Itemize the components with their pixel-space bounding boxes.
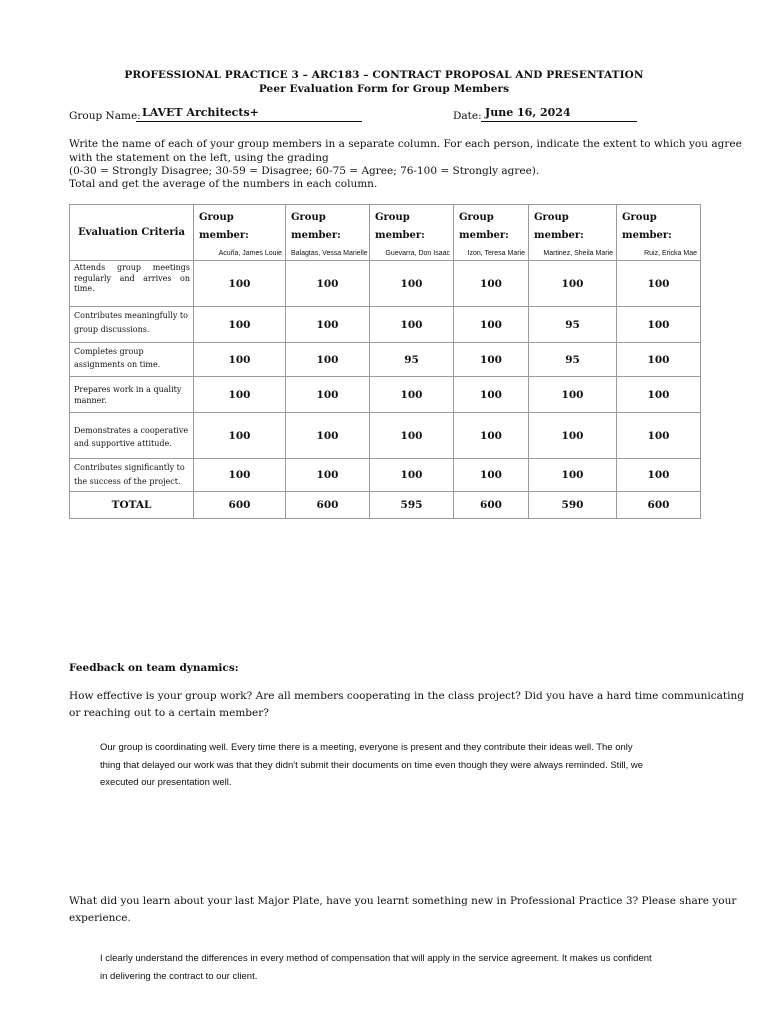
criterion-cell: Contributes meaningfully to group discussions.: [70, 307, 194, 343]
feedback-heading: Feedback on team dynamics:: [69, 662, 239, 674]
member-name[interactable]: Izon, Teresa Marie: [467, 250, 525, 257]
question-2: [69, 893, 737, 927]
score-cell[interactable]: 95: [370, 343, 454, 377]
score-cell[interactable]: 100: [194, 307, 286, 343]
table-row: [70, 459, 701, 492]
score-cell[interactable]: 100: [454, 377, 529, 413]
table-row: [70, 377, 701, 413]
member-column-header: [454, 205, 529, 261]
member-label: member:: [622, 230, 672, 241]
score-cell[interactable]: 100: [286, 459, 370, 492]
score-cell[interactable]: 100: [617, 413, 701, 459]
total-cell[interactable]: 600: [286, 492, 370, 519]
score-cell[interactable]: 100: [370, 261, 454, 307]
table-header-row: [70, 205, 701, 261]
score-cell[interactable]: 100: [454, 413, 529, 459]
member-column-header: [529, 205, 617, 261]
member-label: member:: [291, 230, 341, 241]
score-cell[interactable]: 100: [454, 261, 529, 307]
question-line: What did you learn about your last Major Plate, have you learnt something new in Professional Practice 3? Please share your: [69, 895, 737, 907]
instruction-line: Write the name of each of your group members in a separate column. For each person, indicate the extent to which you agree: [69, 138, 742, 150]
total-row: [70, 492, 701, 519]
member-label: member:: [459, 230, 509, 241]
criterion-cell: Completes group assignments on time.: [70, 343, 194, 377]
member-column-header: [194, 205, 286, 261]
instruction-line: with the statement on the left, using the grading: [69, 152, 329, 164]
answer-line: executed our presentation well.: [100, 777, 232, 788]
score-cell[interactable]: 100: [529, 413, 617, 459]
question-1: [69, 688, 744, 722]
score-cell[interactable]: 100: [194, 261, 286, 307]
score-cell[interactable]: 100: [617, 307, 701, 343]
member-label: member:: [199, 230, 249, 241]
score-cell[interactable]: 100: [194, 413, 286, 459]
member-label: Group: [622, 212, 657, 223]
table-row: [70, 261, 701, 307]
answer-line: Our group is coordinating well. Every time there is a meeting, everyone is present and they contribute their ideas well. The only: [100, 742, 633, 753]
date-label: Date:: [453, 110, 482, 122]
member-name[interactable]: Martinez, Sheila Marie: [543, 250, 613, 257]
score-cell[interactable]: 100: [370, 459, 454, 492]
total-cell[interactable]: 595: [370, 492, 454, 519]
score-cell[interactable]: 100: [454, 343, 529, 377]
instruction-line: Total and get the average of the numbers in each column.: [69, 178, 378, 190]
score-cell[interactable]: 95: [529, 343, 617, 377]
total-label: TOTAL: [70, 492, 194, 519]
form-subtitle: Peer Evaluation Form for Group Members: [258, 83, 510, 95]
member-label: member:: [375, 230, 425, 241]
table-row: [70, 307, 701, 343]
score-cell[interactable]: 100: [617, 459, 701, 492]
member-label: member:: [534, 230, 584, 241]
criterion-cell: Prepares work in a quality manner.: [70, 377, 194, 413]
answer-line: in delivering the contract to our client.: [100, 970, 258, 982]
instructions: [69, 136, 742, 193]
member-label: Group: [534, 212, 569, 223]
table-row: [70, 413, 701, 459]
score-cell[interactable]: 100: [617, 343, 701, 377]
member-name[interactable]: Acuña, James Louie: [218, 250, 282, 257]
total-cell[interactable]: 600: [617, 492, 701, 519]
answer-line: thing that delayed our work was that they didn't submit their documents on time even though they were always reminded. Still, we: [100, 759, 644, 771]
score-cell[interactable]: 100: [286, 413, 370, 459]
evaluation-table: [69, 204, 701, 519]
member-label: Group: [459, 212, 494, 223]
total-cell[interactable]: 600: [194, 492, 286, 519]
answer-1[interactable]: [100, 739, 700, 792]
total-cell[interactable]: 590: [529, 492, 617, 519]
score-cell[interactable]: 100: [529, 261, 617, 307]
score-cell[interactable]: 100: [529, 459, 617, 492]
member-column-header: [617, 205, 701, 261]
score-cell[interactable]: 100: [370, 377, 454, 413]
member-label: Group: [291, 212, 326, 223]
score-cell[interactable]: 100: [194, 459, 286, 492]
answer-line: I clearly understand the differences in every method of compensation that will apply in the service agreement. It makes us confident: [100, 953, 652, 964]
group-name-field[interactable]: LAVET Architects+: [142, 106, 259, 119]
member-column-header: [370, 205, 454, 261]
score-cell[interactable]: 100: [286, 377, 370, 413]
score-cell[interactable]: 100: [617, 261, 701, 307]
score-cell[interactable]: 100: [194, 377, 286, 413]
date-field[interactable]: June 16, 2024: [485, 106, 571, 119]
score-cell[interactable]: 100: [454, 459, 529, 492]
criterion-cell: Contributes significantly to the success of the project.: [70, 459, 194, 492]
score-cell[interactable]: 100: [286, 343, 370, 377]
group-name-label: Group Name:: [69, 110, 141, 122]
score-cell[interactable]: 95: [529, 307, 617, 343]
date-underline: [481, 121, 637, 122]
score-cell[interactable]: 100: [454, 307, 529, 343]
score-cell[interactable]: 100: [370, 307, 454, 343]
member-label: Group: [375, 212, 410, 223]
score-cell[interactable]: 100: [529, 377, 617, 413]
criterion-cell: Demonstrates a cooperative and supportive attitude.: [70, 413, 194, 459]
total-cell[interactable]: 600: [454, 492, 529, 519]
score-cell[interactable]: 100: [617, 377, 701, 413]
score-cell[interactable]: 100: [286, 261, 370, 307]
score-cell[interactable]: 100: [194, 343, 286, 377]
group-name-underline: [136, 121, 362, 122]
score-cell[interactable]: 100: [370, 413, 454, 459]
member-name[interactable]: Guevarra, Don Isaac: [385, 250, 450, 257]
instruction-line: (0-30 = Strongly Disagree; 30-59 = Disagree; 60-75 = Agree; 76-100 = Strongly agree).: [69, 165, 540, 177]
member-name[interactable]: Balagtas, Vessa Marielle: [291, 250, 368, 257]
form-title: PROFESSIONAL PRACTICE 3 – ARC183 – CONTRACT PROPOSAL AND PRESENTATION: [124, 69, 644, 81]
criteria-header: Evaluation Criteria: [70, 205, 194, 261]
question-line: How effective is your group work? Are all members cooperating in the class project? Did you have a hard time communicating: [69, 690, 744, 702]
member-label: Group: [199, 212, 234, 223]
criterion-cell: Attends group meetings regularly and arrives on time.: [70, 261, 194, 307]
question-line: experience.: [69, 912, 131, 924]
member-name[interactable]: Ruiz, Ericka Mae: [644, 250, 697, 257]
answer-2[interactable]: [100, 950, 700, 985]
table-row: [70, 343, 701, 377]
score-cell[interactable]: 100: [286, 307, 370, 343]
member-column-header: [286, 205, 370, 261]
question-line: or reaching out to a certain member?: [69, 707, 269, 719]
